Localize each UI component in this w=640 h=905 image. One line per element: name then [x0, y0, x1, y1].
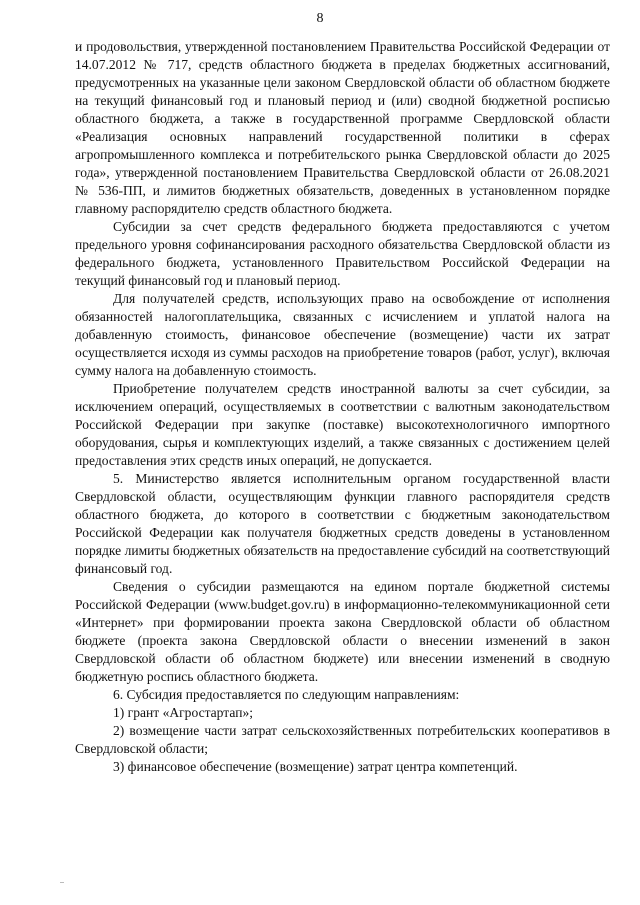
list-item: 1) грант «Агростартап»;: [113, 705, 253, 720]
paragraph: 6. Субсидия предоставляется по следующим направлениям:: [113, 687, 460, 702]
scan-mark: [60, 882, 64, 883]
paragraph: 5. Министерство является исполнительным органом государственной власти Свердловской области, осуществляющим функции главного распорядителя средств областного бюджета, до которого в соответствии с бюджетным законодательством Российской Федерации как получателя бюджетных средств доведены в установленном порядке лимиты бюджетных обязательств на предоставление субсидий на соответствующий финансовый год.: [75, 471, 610, 576]
list-item: 3) финансовое обеспечение (возмещение) затрат центра компетенций.: [113, 759, 518, 774]
paragraph: Субсидии за счет средств федерального бюджета предоставляются с учетом предельного уровня софинансирования расходного обязательства Свердловской области из федерального бюджета, установленного Правительством Российской Федерации на текущий финансовый год и плановый период.: [75, 219, 610, 288]
paragraph: и продовольствия, утвержденной постановлением Правительства Российской Федерации от 14.07.2012 № 717, средств областного бюджета в пределах бюджетных ассигнований, предусмотренных на указанные цели законом Свердловской области об областном бюджете на текущий финансовый год и плановый период и (или) сводной бюджетной росписью областного бюджета, а также в государственной программе Свердловской области «Реализация основных направлений государственной политики в сферах агропромышленного комплекса и потребительского рынка Свердловской области до 2025 года», утвержденной постановлением Правительства Свердловской области от 26.08.2021 № 536-ПП, и лимитов бюджетных обязательств, доведенных в установленном порядке главному распорядителю средств областного бюджета.: [75, 39, 610, 216]
page-number: 8: [316, 11, 324, 26]
paragraph: Сведения о субсидии размещаются на едином портале бюджетной системы Российской Федерации (www.budget.gov.ru) в информационно-телекоммуникационной сети «Интернет» при формировании проекта закона Свердловской области об областном бюджете (проекта закона Свердловской области о внесении изменений в закон Свердловской области об областном бюджете) или внесении изменений в сводную бюджетную роспись областного бюджета.: [75, 579, 610, 684]
paragraph: Приобретение получателем средств иностранной валюты за счет субсидии, за исключением операций, осуществляемых в соответствии с валютным законодательством Российской Федерации при закупке (поставке) высокотехнологичного импортного оборудования, сырья и комплектующих изделий, а также связанных с достижением целей предоставления этих средств иных операций, не допускается.: [75, 381, 610, 468]
paragraph: Для получателей средств, использующих право на освобождение от исполнения обязанностей налогоплательщика, связанных с исчислением и уплатой налога на добавленную стоимость, финансовое обеспечение (возмещение) части их затрат осуществляется исходя из суммы расходов на приобретение товаров (работ, услуг), включая сумму налога на добавленную стоимость.: [75, 291, 610, 378]
document-body: [75, 38, 610, 776]
list-item: 2) возмещение части затрат сельскохозяйственных потребительских кооперативов в Свердловской области;: [75, 723, 610, 756]
